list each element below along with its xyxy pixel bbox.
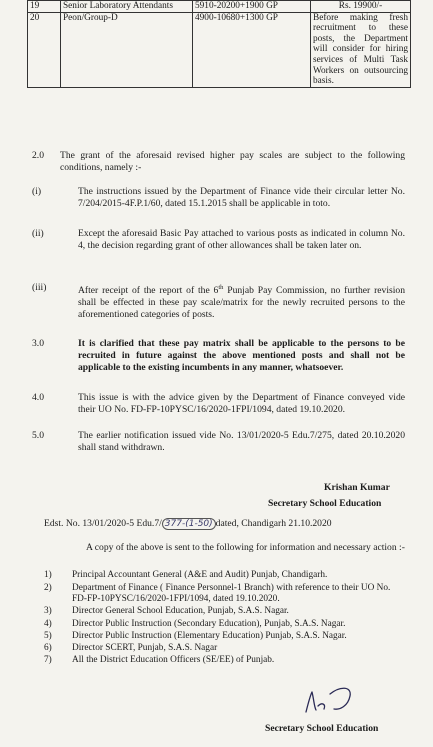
table-cell-post: Senior Laboratory Attendants: [61, 1, 193, 13]
recipient-number: 2): [44, 583, 52, 593]
remark-body: Before making fresh recruitment to these posts, the Department will consider for hiring services of Multi Task Workers on outsourcing basis.: [313, 12, 408, 87]
para-iii-text-b: Punjab Pay Commission, no further revision shall be effected in these pay scale/matrix for the newly recruited persons to the aforementioned categories of posts.: [78, 285, 405, 321]
endorsement-suffix: dated, Chandigarh 21.10.2020: [215, 518, 332, 529]
recipient-number: 6): [44, 643, 52, 653]
superscript-th: th: [218, 284, 224, 291]
recipient-item: Director Public Instruction (Secondary Education), Punjab, S.A.S. Nagar.: [72, 619, 346, 629]
signatory-designation: Secretary School Education: [268, 498, 382, 509]
table-row: [28, 1, 411, 13]
table-cell-remark: [311, 1, 411, 13]
para-number: (i): [32, 186, 42, 197]
para-4-0: This issue is with the advice given by the Department of Finance conveyed vide their UO No. FD-FP-10PYSC/16/2020-1FPI/1094, dated 19.10.2020.: [78, 392, 405, 415]
remark-head: Rs. 19900/-: [338, 1, 383, 11]
para-ii-text: Except the aforesaid Basic Pay attached to various posts as indicated in column No. 4, the decision regarding grant of other allowances shall be taken later on.: [78, 228, 405, 251]
recipient-number: 4): [44, 619, 52, 629]
table-cell-scale: 5910-20200+1900 GP: [193, 1, 311, 13]
pay-scale-table: [27, 0, 411, 88]
table-cell-sno: 20: [28, 12, 61, 87]
table-cell-sno: 19: [28, 1, 61, 13]
recipient-item: Department of Finance ( Finance Personnel-1 Branch) with reference to their UO No. FD-FP-10PYSC/16/2020-1FPI/1094, dated 19.10.2020.: [72, 583, 391, 604]
recipient-number: 7): [44, 655, 52, 665]
recipient-item: Principal Accountant General (A&E and Audit) Punjab, Chandigarh.: [72, 570, 328, 580]
para-number: (iii): [32, 282, 47, 293]
handwritten-dispatch-number: 377-(1-50): [162, 518, 216, 530]
table-cell-remark: [311, 12, 411, 87]
para-3-0: It is clarified that these pay matrix shall be applicable to the persons to be recruited in future against the above mentioned posts and shall not be applicable to the existing incumbents in any manner, whatsoever.: [78, 338, 405, 373]
para-i: The instructions issued by the Department of Finance vide their circular letter No. 7/204/2015-4F.P.1/60, dated 15.1.2015 shall be applicable in toto.: [78, 186, 405, 209]
para-number: 5.0: [32, 430, 44, 441]
para-number: (ii): [32, 228, 44, 239]
para-number: 4.0: [32, 392, 44, 403]
closing-designation: Secretary School Education: [265, 723, 379, 734]
para-number: 2.0: [32, 150, 44, 161]
recipient-item: Director SCERT, Punjab, S.A.S. Nagar: [72, 643, 218, 653]
para-number: 3.0: [32, 338, 44, 349]
recipient-item: Director General School Education, Punjab, S.A.S. Nagar.: [72, 606, 289, 616]
recipient-number: 3): [44, 606, 52, 616]
copy-forward-text: A copy of the above is sent to the following for information and necessary action :-: [86, 542, 405, 553]
recipient-number: 1): [44, 570, 52, 580]
endorsement-prefix: Edst. No. 13/01/2020-5 Edu.7/: [44, 518, 162, 529]
signatory-name: Krishan Kumar: [324, 482, 390, 493]
handwritten-initials-signature: [300, 682, 370, 722]
para-5-0: The earlier notification issued vide No. 13/01/2020-5 Edu.7/275, dated 20.10.2020 shall stand withdrawn.: [78, 430, 405, 453]
para-ii: [78, 228, 405, 252]
recipient-item: Director Public Instruction (Elementary Education) Punjab, S.A.S. Nagar.: [72, 631, 347, 641]
table-cell-scale: 4900-10680+1300 GP: [193, 12, 311, 87]
table-cell-post: Peon/Group-D: [61, 12, 193, 87]
table-row: [28, 12, 411, 87]
recipient-item: All the District Education Officers (SE/EE) of Punjab.: [72, 655, 275, 665]
endorsement-line: [44, 518, 424, 530]
para-iii: [78, 282, 405, 321]
para-2-0: The grant of the aforesaid revised higher pay scales are subject to the following conditions, namely :-: [60, 150, 405, 173]
recipient-number: 5): [44, 631, 52, 641]
para-iii-text-a: After receipt of the report of the 6: [78, 285, 219, 297]
